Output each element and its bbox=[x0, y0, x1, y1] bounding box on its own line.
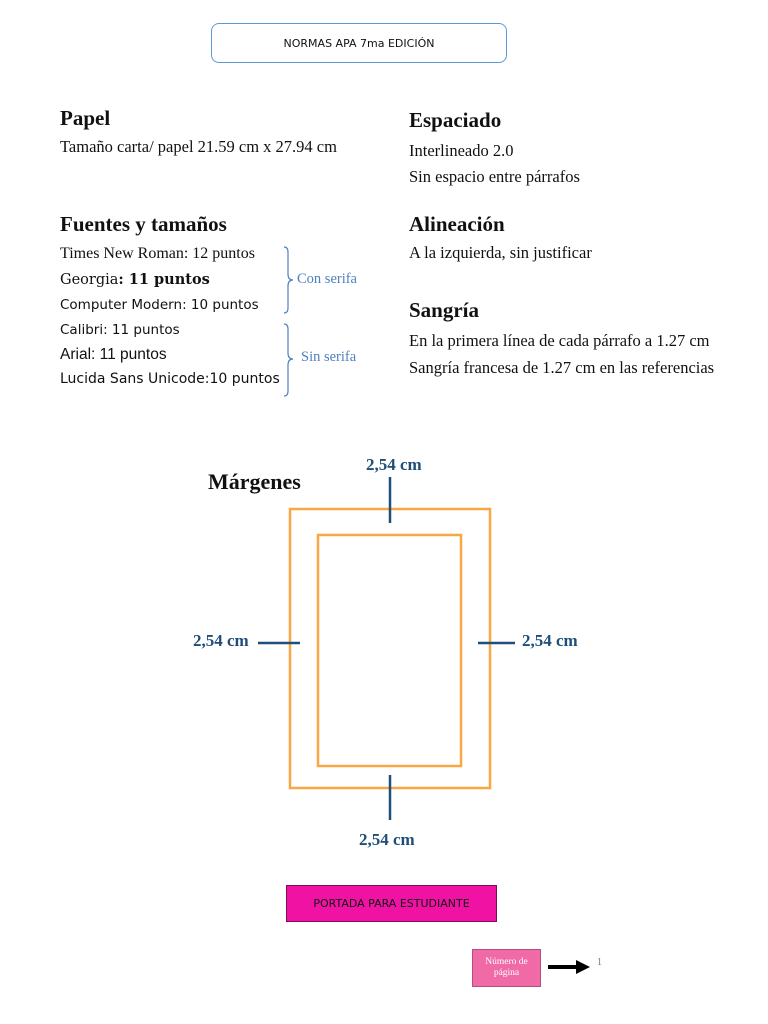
margenes-heading: Márgenes bbox=[208, 469, 301, 494]
content-area-outline bbox=[318, 535, 461, 766]
font-size: : 11 puntos bbox=[103, 322, 180, 338]
page-number-box bbox=[472, 949, 541, 987]
font-name: Georgia bbox=[60, 272, 119, 288]
fuentes-heading: Fuentes y tamaños bbox=[60, 212, 227, 236]
portada-button-label: PORTADA PARA ESTUDIANTE bbox=[313, 897, 470, 910]
font-size: :10 puntos bbox=[204, 371, 280, 387]
font-size: : 11 puntos bbox=[118, 271, 210, 288]
font-size: : 12 puntos bbox=[183, 245, 255, 262]
top-margin-label: 2,54 cm bbox=[366, 455, 422, 474]
document-title: NORMAS APA 7ma EDICIÓN bbox=[283, 36, 435, 50]
alineacion-text: A la izquierda, sin justificar bbox=[409, 243, 592, 262]
font-size: : 11 puntos bbox=[91, 346, 167, 363]
espaciado-heading: Espaciado bbox=[409, 108, 502, 132]
sangria-line-2: Sangría francesa de 1.27 cm en las referencias bbox=[409, 358, 715, 377]
papel-heading: Papel bbox=[60, 106, 111, 130]
sangria-heading: Sangría bbox=[409, 298, 480, 322]
sans-group-label: Sin serifa bbox=[301, 349, 357, 365]
bottom-margin-label: 2,54 cm bbox=[359, 830, 415, 849]
font-name: Times New Roman bbox=[60, 245, 184, 262]
page-number-value: 1 bbox=[597, 957, 602, 968]
font-size: : 10 puntos bbox=[182, 297, 259, 313]
espaciado-line-1: Interlineado 2.0 bbox=[409, 141, 514, 160]
left-margin-label: 2,54 cm bbox=[193, 631, 249, 650]
portada-estudiante-button[interactable] bbox=[286, 885, 497, 922]
font-name: Arial bbox=[60, 346, 92, 363]
font-name: Lucida Sans Unicode bbox=[60, 371, 205, 387]
font-name: Computer Modern bbox=[60, 297, 183, 313]
right-margin-label: 2,54 cm bbox=[522, 631, 578, 650]
font-name: Calibri bbox=[60, 322, 104, 338]
arrow-right-icon bbox=[546, 959, 592, 975]
espaciado-line-2: Sin espacio entre párrafos bbox=[409, 167, 580, 186]
papel-text: Tamaño carta/ papel 21.59 cm x 27.94 cm bbox=[60, 137, 337, 156]
sangria-line-1: En la primera línea de cada párrafo a 1.27 cm bbox=[409, 331, 710, 350]
page-number-label: Número de página bbox=[485, 957, 528, 978]
alineacion-heading: Alineación bbox=[409, 212, 505, 236]
serif-group-label: Con serifa bbox=[297, 271, 357, 287]
